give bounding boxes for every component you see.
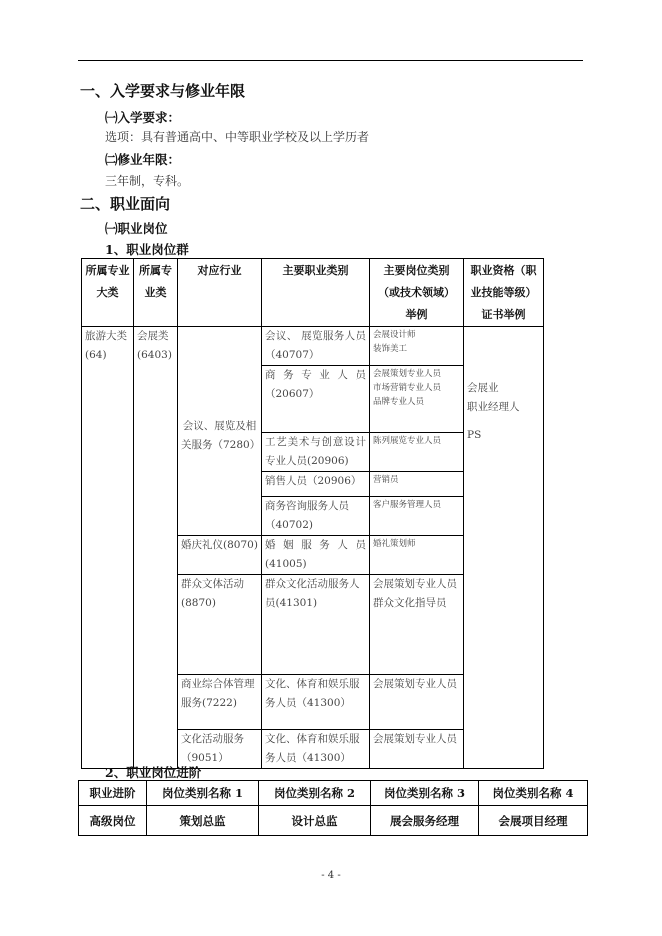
header-major-class: 所属专业类 xyxy=(134,259,178,327)
position-cell: 会展设计师 装饰美工 xyxy=(370,327,464,366)
occupation-cell: 群众文化活动服务人员(41301) xyxy=(262,575,370,675)
job-group-heading: 1、职业岗位群 xyxy=(105,242,189,257)
duration-text: 三年制，专科。 xyxy=(105,174,190,188)
header-certificate: 职业资格（职 业技能等级） 证书举例 xyxy=(464,259,544,327)
major-class-cell: 会展类(6403) xyxy=(134,327,178,769)
table-row xyxy=(82,327,544,366)
position-cell: 客户服务管理人员 xyxy=(370,497,464,536)
industry-cell: 群众文体活动(8870) xyxy=(178,575,262,675)
industry-cell: 文化活动服务（9051） xyxy=(178,730,262,769)
admission-heading: ㈠入学要求： xyxy=(105,110,181,125)
job-advance-heading: 2、职业岗位进阶 xyxy=(105,765,202,780)
section-1-title: 一、入学要求与修业年限 xyxy=(80,82,246,100)
job-positions-heading: ㈠职业岗位 xyxy=(105,221,168,236)
advance-header-cell: 岗位类别名称 4 xyxy=(479,781,588,806)
position-cell: 会展策划专业人员 xyxy=(370,730,464,769)
header-industry: 对应行业 xyxy=(178,259,262,327)
header-occupation: 主要职业类别 xyxy=(262,259,370,327)
advance-cell: 设计总监 xyxy=(259,806,371,836)
position-cell: 陈列展览专业人员 xyxy=(370,433,464,472)
advance-row xyxy=(79,806,588,836)
job-group-table xyxy=(81,258,544,769)
page-number: - 4 - xyxy=(321,870,341,881)
advance-header-cell: 岗位类别名称 1 xyxy=(147,781,259,806)
industry-cell: 商业综合体管理服务(7222) xyxy=(178,675,262,730)
occupation-cell: 商务专业人员（20607） xyxy=(262,366,370,433)
advance-header-cell: 职业进阶 xyxy=(79,781,147,806)
occupation-cell: 会议、 展览服务人员（40707） xyxy=(262,327,370,366)
section-2-title: 二、职业面向 xyxy=(80,195,171,213)
advance-cell: 展会服务经理 xyxy=(371,806,479,836)
position-cell: 婚礼策划师 xyxy=(370,536,464,575)
header-major-category: 所属专业大类 xyxy=(82,259,134,327)
advance-cell: 高级岗位 xyxy=(79,806,147,836)
duration-heading: ㈡修业年限： xyxy=(105,152,181,167)
industry-cell: 婚庆礼仪(8070) xyxy=(178,536,262,575)
occupation-cell: 婚姻服务人员(41005) xyxy=(262,536,370,575)
advance-cell: 策划总监 xyxy=(147,806,259,836)
position-cell: 会展策划专业人员 市场营销专业人员 品牌专业人员 xyxy=(370,366,464,433)
job-advance-table xyxy=(78,780,588,836)
position-cell: 会展策划专业人员 群众文化指导员 xyxy=(370,575,464,675)
occupation-cell: 文化、体育和娱乐服务人员（41300） xyxy=(262,675,370,730)
admission-text: 选项：具有普通高中、中等职业学校及以上学历者 xyxy=(105,130,370,144)
major-category-cell: 旅游大类(64) xyxy=(82,327,134,769)
position-cell: 会展策划专业人员 xyxy=(370,675,464,730)
occupation-cell: 工艺美术与创意设计专业人员(20906) xyxy=(262,433,370,472)
header-rule xyxy=(78,60,583,61)
industry-cell: 会议、展览及相关服务（7280） xyxy=(178,327,262,536)
advance-cell: 会展项目经理 xyxy=(479,806,588,836)
occupation-cell: 商务咨询服务人员（40702) xyxy=(262,497,370,536)
advance-header-cell: 岗位类别名称 3 xyxy=(371,781,479,806)
advance-header-cell: 岗位类别名称 2 xyxy=(259,781,371,806)
position-cell: 营销员 xyxy=(370,472,464,497)
table-header-row xyxy=(82,259,544,327)
advance-header-row xyxy=(79,781,588,806)
occupation-cell: 文化、体育和娱乐服务人员（41300） xyxy=(262,730,370,769)
header-position: 主要岗位类别 （或技术领域） 举例 xyxy=(370,259,464,327)
certificate-cell: 会展业 职业经理人 PS xyxy=(464,327,544,769)
occupation-cell: 销售人员（20906） xyxy=(262,472,370,497)
